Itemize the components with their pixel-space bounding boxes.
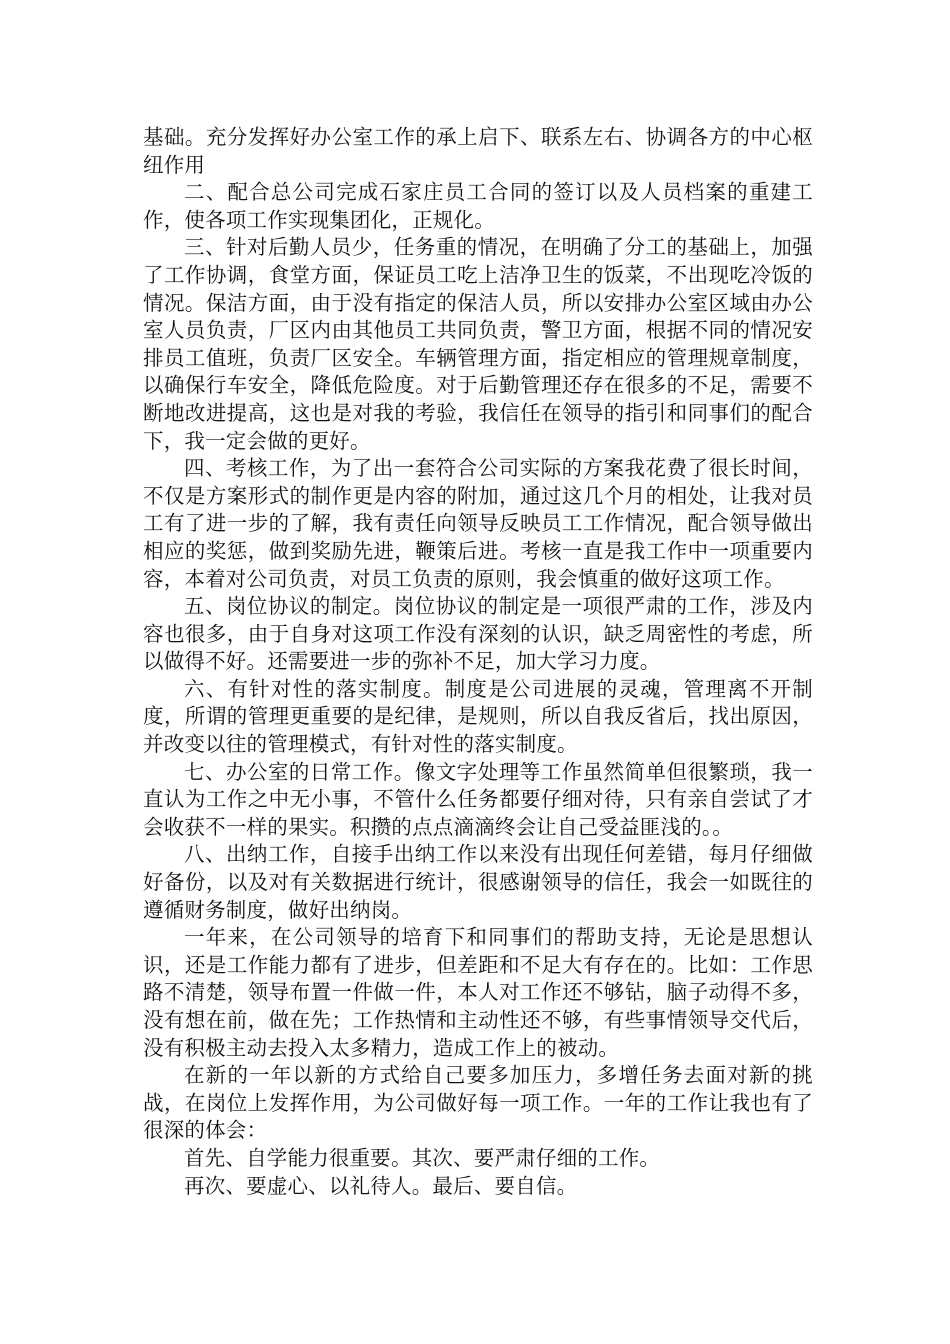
paragraph-continuation: 基础。充分发挥好办公室工作的承上启下、联系左右、协调各方的中心枢纽作用: [143, 125, 813, 177]
paragraph-new-year: 在新的一年以新的方式给自己要多加压力，多增任务去面对新的挑战，在岗位上发挥作用，为公司做好每一项工作。一年的工作让我也有了很深的体会：: [143, 1063, 813, 1143]
paragraph-3: 三、针对后勤人员少，任务重的情况，在明确了分工的基础上，加强了工作协调，食堂方面，保证员工吃上洁净卫生的饭菜，不出现吃冷饭的情况。保洁方面，由于没有指定的保洁人员，所以安排办公室区域由办公室人员负责，厂区内由其他员工共同负责，警卫方面，根据不同的情况安排员工值班，负责厂区安全。车辆管理方面，指定相应的管理规章制度，以确保行车安全，降低危险度。对于后勤管理还存在很多的不足，需要不断地改进提高，这也是对我的考验，我信任在领导的指引和同事们的配合下，我一定会做的更好。: [143, 235, 813, 453]
paragraph-7: 七、办公室的日常工作。像文字处理等工作虽然简单但很繁琐，我一直认为工作之中无小事，不管什么任务都要仔细对待，只有亲自尝试了才会收获不一样的果实。积攒的点点滴滴终会让自己受益匪浅的。。: [143, 759, 813, 839]
document-body: [143, 124, 813, 1200]
paragraph-4: 四、考核工作，为了出一套符合公司实际的方案我花费了很长时间，不仅是方案形式的制作更是内容的附加，通过这几个月的相处，让我对员工有了进一步的了解，我有责任向领导反映员工工作情况，配合领导做出相应的奖惩，做到奖励先进，鞭策后进。考核一直是我工作中一项重要内容，本着对公司负责，对员工负责的原则，我会慎重的做好这项工作。: [143, 456, 813, 591]
paragraph-5: 五、岗位协议的制定。岗位协议的制定是一项很严肃的工作，涉及内容也很多，由于自身对这项工作没有深刻的认识，缺乏周密性的考虑，所以做得不好。还需要进一步的弥补不足，加大学习力度。: [143, 594, 813, 674]
paragraph-lesson-2: 再次、要虚心、以礼待人。最后、要自信。: [184, 1173, 578, 1198]
paragraph-6: 六、有针对性的落实制度。制度是公司进展的灵魂，管理离不开制度，所谓的管理更重要的是纪律，是规则，所以自我反省后，找出原因，并改变以往的管理模式，有针对性的落实制度。: [143, 676, 813, 757]
paragraph-8: 八、出纳工作，自接手出纳工作以来没有出现任何差错，每月仔细做好备份，以及对有关数据进行统计，很感谢领导的信任，我会一如既往的遵循财务制度，做好出纳岗。: [143, 842, 813, 922]
paragraph-summary: 一年来，在公司领导的培育下和同事们的帮助支持，无论是思想认识，还是工作能力都有了进步，但差距和不足大有存在的。比如：工作思路不清楚，领导布置一件做一件，本人对工作还不够钻，脑子动得不多，没有想在前，做在先；工作热情和主动性还不够，有些事情领导交代后，没有积极主动去投入太多精力，造成工作上的被动。: [143, 925, 813, 1060]
paragraph-lesson-1: 首先、自学能力很重要。其次、要严肃仔细的工作。: [184, 1145, 661, 1170]
paragraph-2: 二、配合总公司完成石家庄员工合同的签订以及人员档案的重建工作，使各项工作实现集团化，正规化。: [143, 180, 813, 232]
